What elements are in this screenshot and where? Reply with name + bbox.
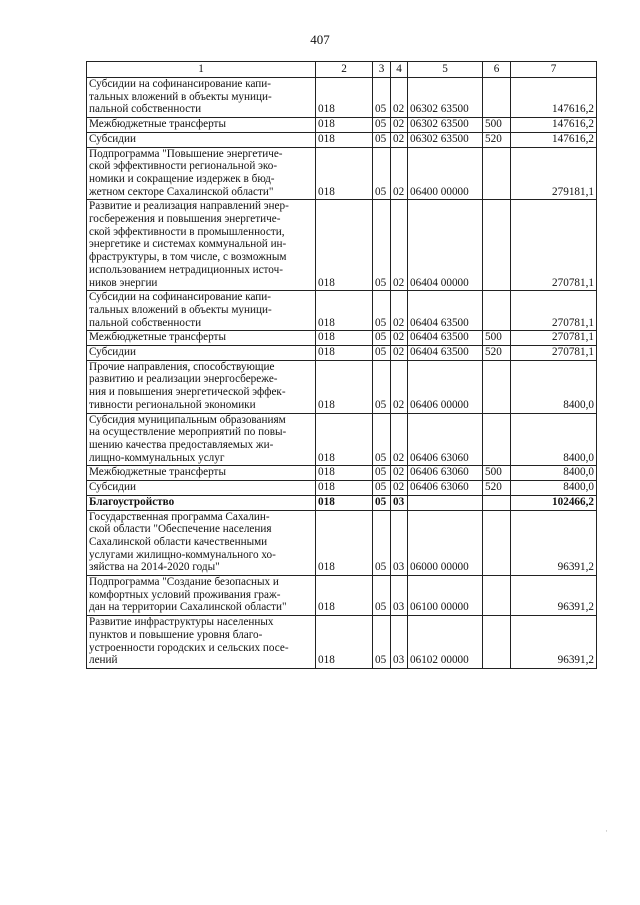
row-target-article-code: 06302 63500 xyxy=(408,132,483,147)
row-subsection-code: 02 xyxy=(391,118,408,133)
row-expense-type-code: 520 xyxy=(483,132,511,147)
row-amount: 96391,2 xyxy=(511,510,597,576)
row-section-code: 05 xyxy=(373,413,391,466)
row-ministry-code: 018 xyxy=(316,331,373,346)
row-target-article-code: 06302 63500 xyxy=(408,118,483,133)
row-section-code: 05 xyxy=(373,331,391,346)
row-target-article-code: 06406 63060 xyxy=(408,466,483,481)
row-section-code: 05 xyxy=(373,147,391,200)
row-subsection-code: 02 xyxy=(391,291,408,331)
row-section-code: 05 xyxy=(373,466,391,481)
row-subsection-code: 02 xyxy=(391,132,408,147)
row-subsection-code: 02 xyxy=(391,360,408,413)
row-section-code: 05 xyxy=(373,291,391,331)
budget-table xyxy=(86,61,597,669)
row-name-cell: Подпрограмма "Повышение энергетиче- ской эффективности региональной эко- номики и сокращение издержек в бюд- жетном секторе Сахалинской области" xyxy=(87,147,316,200)
row-subsection-code: 02 xyxy=(391,481,408,496)
row-subsection-code: 03 xyxy=(391,616,408,669)
row-section-code: 05 xyxy=(373,495,391,510)
row-amount: 96391,2 xyxy=(511,616,597,669)
row-amount: 8400,0 xyxy=(511,360,597,413)
row-subsection-code: 03 xyxy=(391,495,408,510)
row-ministry-code: 018 xyxy=(316,616,373,669)
row-ministry-code: 018 xyxy=(316,495,373,510)
scan-speck: · xyxy=(605,826,608,836)
row-subsection-code: 02 xyxy=(391,331,408,346)
row-ministry-code: 018 xyxy=(316,200,373,291)
row-name-cell: Развитие и реализация направлений энер- госбережения и повышения энергетиче- ской эффективности в промышленности, энергетике и системах коммунальной ин- фраструктуры, в том числе, с возможным использованием нетрадиционных источ- ников энергии xyxy=(87,200,316,291)
row-expense-type-code xyxy=(483,576,511,616)
row-subsection-code: 02 xyxy=(391,466,408,481)
row-expense-type-code xyxy=(483,147,511,200)
table-row xyxy=(87,576,597,616)
row-ministry-code: 018 xyxy=(316,360,373,413)
header-cell-target-article: 5 xyxy=(408,62,483,78)
row-expense-type-code: 500 xyxy=(483,331,511,346)
table-row xyxy=(87,466,597,481)
row-expense-type-code: 500 xyxy=(483,118,511,133)
row-amount: 147616,2 xyxy=(511,78,597,118)
page-number: 407 xyxy=(310,32,330,47)
table-header-row xyxy=(87,62,597,78)
row-target-article-code: 06102 00000 xyxy=(408,616,483,669)
row-name-cell: Субсидии xyxy=(87,481,316,496)
row-expense-type-code xyxy=(483,200,511,291)
row-subsection-code: 02 xyxy=(391,200,408,291)
header-cell-expense-type: 6 xyxy=(483,62,511,78)
row-ministry-code: 018 xyxy=(316,576,373,616)
row-ministry-code: 018 xyxy=(316,147,373,200)
row-target-article-code: 06404 63500 xyxy=(408,291,483,331)
table-row xyxy=(87,78,597,118)
row-target-article-code xyxy=(408,495,483,510)
row-section-code: 05 xyxy=(373,576,391,616)
row-subsection-code: 02 xyxy=(391,346,408,361)
row-name-cell: Субсидии на софинансирование капи- тальных вложений в объекты муници- пальной собственности xyxy=(87,78,316,118)
row-name-cell: Субсидии xyxy=(87,132,316,147)
table-row xyxy=(87,291,597,331)
row-ministry-code: 018 xyxy=(316,413,373,466)
row-subsection-code: 02 xyxy=(391,78,408,118)
row-amount: 8400,0 xyxy=(511,481,597,496)
row-section-code: 05 xyxy=(373,510,391,576)
row-subsection-code: 02 xyxy=(391,147,408,200)
row-amount: 102466,2 xyxy=(511,495,597,510)
row-expense-type-code xyxy=(483,413,511,466)
row-ministry-code: 018 xyxy=(316,481,373,496)
row-amount: 270781,1 xyxy=(511,291,597,331)
row-expense-type-code xyxy=(483,291,511,331)
row-name-cell: Субсидия муниципальным образованиям на осуществление мероприятий по повы- шению качества предоставляемых жи- лищно-коммунальных услуг xyxy=(87,413,316,466)
header-cell-ministry: 2 xyxy=(316,62,373,78)
header-cell-name: 1 xyxy=(87,62,316,78)
row-target-article-code: 06406 63060 xyxy=(408,413,483,466)
row-section-code: 05 xyxy=(373,118,391,133)
row-amount: 96391,2 xyxy=(511,576,597,616)
header-cell-amount: 7 xyxy=(511,62,597,78)
row-target-article-code: 06000 00000 xyxy=(408,510,483,576)
row-expense-type-code: 520 xyxy=(483,346,511,361)
row-ministry-code: 018 xyxy=(316,346,373,361)
row-ministry-code: 018 xyxy=(316,132,373,147)
row-name-cell: Субсидии на софинансирование капи- тальных вложений в объекты муници- пальной собственности xyxy=(87,291,316,331)
row-section-code: 05 xyxy=(373,346,391,361)
row-name-cell: Межбюджетные трансферты xyxy=(87,466,316,481)
row-section-code: 05 xyxy=(373,360,391,413)
row-subsection-code: 03 xyxy=(391,576,408,616)
row-target-article-code: 06406 00000 xyxy=(408,360,483,413)
row-target-article-code: 06400 00000 xyxy=(408,147,483,200)
row-amount: 270781,1 xyxy=(511,331,597,346)
row-subsection-code: 02 xyxy=(391,413,408,466)
row-expense-type-code: 500 xyxy=(483,466,511,481)
row-name-cell: Государственная программа Сахалин- ской области "Обеспечение населения Сахалинской области качественными услугами жилищно-коммунального хо- зяйства на 2014-2020 годы" xyxy=(87,510,316,576)
row-ministry-code: 018 xyxy=(316,78,373,118)
row-amount: 147616,2 xyxy=(511,118,597,133)
row-target-article-code: 06302 63500 xyxy=(408,78,483,118)
row-amount: 270781,1 xyxy=(511,200,597,291)
row-amount: 270781,1 xyxy=(511,346,597,361)
row-name-cell: Межбюджетные трансферты xyxy=(87,331,316,346)
header-cell-section: 3 xyxy=(373,62,391,78)
row-expense-type-code xyxy=(483,78,511,118)
table-row xyxy=(87,481,597,496)
table-row xyxy=(87,510,597,576)
row-ministry-code: 018 xyxy=(316,466,373,481)
row-target-article-code: 06100 00000 xyxy=(408,576,483,616)
row-name-cell: Прочие направления, способствующие развитию и реализации энергосбереже- ния и повышения энергетической эффек- тивности региональной экономики xyxy=(87,360,316,413)
row-section-code: 05 xyxy=(373,481,391,496)
row-section-code: 05 xyxy=(373,200,391,291)
row-ministry-code: 018 xyxy=(316,291,373,331)
row-amount: 8400,0 xyxy=(511,413,597,466)
row-amount: 8400,0 xyxy=(511,466,597,481)
row-name-cell: Подпрограмма "Создание безопасных и комфортных условий проживания граж- дан на территории Сахалинской области" xyxy=(87,576,316,616)
row-expense-type-code xyxy=(483,616,511,669)
table-row xyxy=(87,413,597,466)
table-row xyxy=(87,360,597,413)
row-target-article-code: 06404 63500 xyxy=(408,331,483,346)
row-expense-type-code xyxy=(483,510,511,576)
row-ministry-code: 018 xyxy=(316,118,373,133)
row-expense-type-code xyxy=(483,360,511,413)
row-amount: 279181,1 xyxy=(511,147,597,200)
table-row xyxy=(87,118,597,133)
row-name-cell: Межбюджетные трансферты xyxy=(87,118,316,133)
row-ministry-code: 018 xyxy=(316,510,373,576)
row-subsection-code: 03 xyxy=(391,510,408,576)
row-section-code: 05 xyxy=(373,132,391,147)
row-name-cell: Благоустройство xyxy=(87,495,316,510)
row-target-article-code: 06404 00000 xyxy=(408,200,483,291)
table-body xyxy=(87,62,597,669)
table-row xyxy=(87,616,597,669)
row-amount: 147616,2 xyxy=(511,132,597,147)
table-row xyxy=(87,147,597,200)
table-row xyxy=(87,346,597,361)
table-row xyxy=(87,200,597,291)
row-section-code: 05 xyxy=(373,78,391,118)
row-target-article-code: 06406 63060 xyxy=(408,481,483,496)
row-section-code: 05 xyxy=(373,616,391,669)
header-cell-subsection: 4 xyxy=(391,62,408,78)
row-name-cell: Развитие инфраструктуры населенных пунктов и повышение уровня благо- устроенности городских и сельских посе- лений xyxy=(87,616,316,669)
table-row xyxy=(87,132,597,147)
row-expense-type-code xyxy=(483,495,511,510)
table-row xyxy=(87,495,597,510)
table-row xyxy=(87,331,597,346)
row-expense-type-code: 520 xyxy=(483,481,511,496)
row-name-cell: Субсидии xyxy=(87,346,316,361)
row-target-article-code: 06404 63500 xyxy=(408,346,483,361)
